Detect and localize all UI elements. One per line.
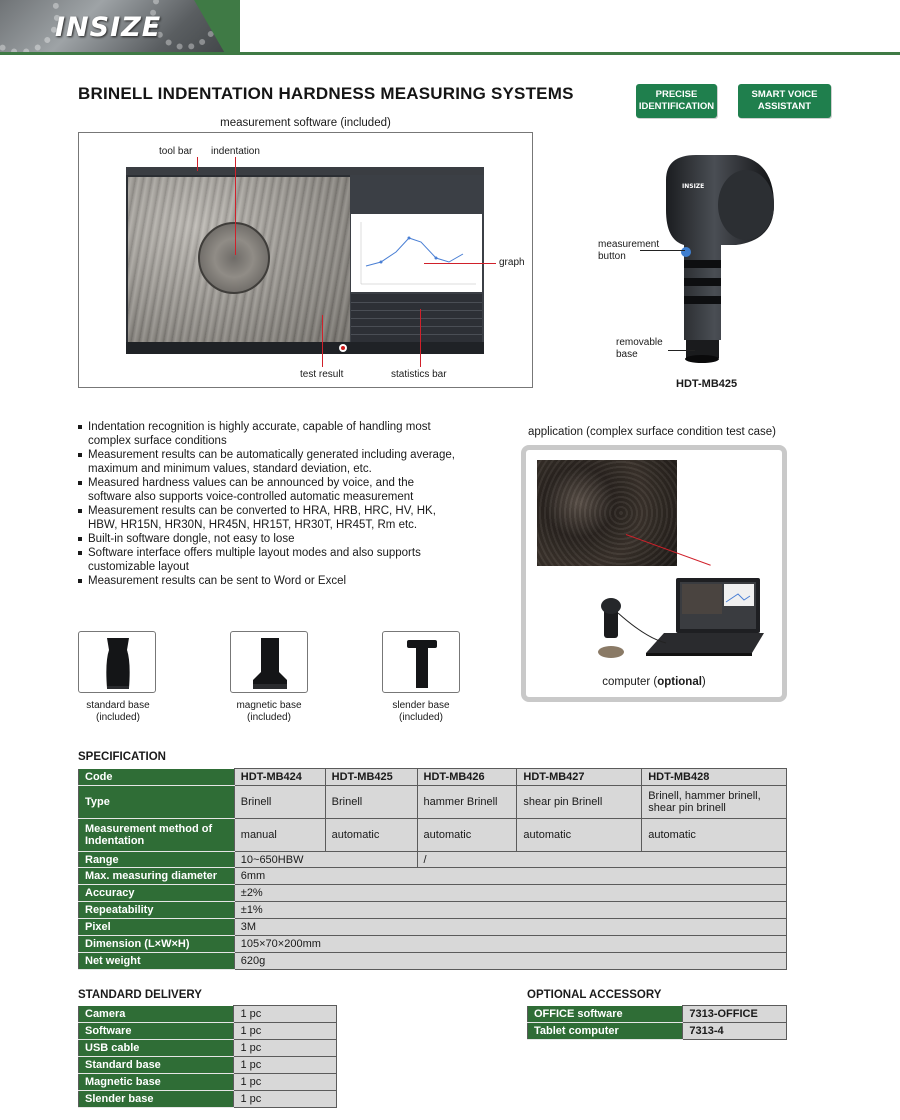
spec-value: Brinell, hammer brinell, shear pin brinell: [642, 786, 787, 819]
software-screenshot: [126, 167, 484, 354]
magnetic-base-image: [230, 631, 308, 693]
delivery-item: Camera: [79, 1006, 234, 1023]
slender-base-image: [382, 631, 460, 693]
standard-base-caption: [63, 700, 173, 724]
spec-key: Repeatability: [79, 902, 235, 919]
device-model: HDT-MB425: [676, 378, 738, 390]
delivery-item: Standard base: [79, 1057, 234, 1074]
application-caption: application (complex surface condition test case): [528, 426, 777, 438]
software-caption: measurement software (included): [220, 117, 391, 129]
optional-accessory-table: [527, 1005, 787, 1040]
feature-item: Measurement results can be sent to Word or Excel: [78, 574, 458, 588]
delivery-item: Magnetic base: [79, 1074, 234, 1091]
badge-line: PRECISE: [655, 89, 698, 100]
base-note: (included): [399, 712, 443, 723]
pointer-statistics-bar: [420, 309, 421, 367]
application-figure: [521, 445, 787, 702]
base-name: slender base: [392, 700, 450, 711]
header-band: [0, 0, 900, 56]
spec-value: /: [417, 852, 786, 868]
table-row: [528, 1006, 787, 1023]
delivery-qty: 1 pc: [234, 1057, 337, 1074]
spec-key: Max. measuring diameter: [79, 868, 235, 885]
spec-code: HDT-MB425: [325, 769, 417, 786]
svg-text:INSIZE: INSIZE: [682, 183, 705, 190]
specification-table: [78, 768, 787, 970]
table-row: [351, 302, 482, 303]
table-row: [79, 902, 787, 919]
standard-delivery-table: [78, 1005, 337, 1108]
software-figure: [78, 132, 533, 388]
table-row: [79, 852, 787, 868]
complex-surface-photo: [537, 460, 677, 566]
feature-item: Measurement results can be automatically generated including average, maximum and minimum values, standard deviation, etc.: [78, 448, 458, 476]
device-hdt-mb425-image: [656, 150, 780, 365]
base-name: standard base: [86, 700, 150, 711]
pointer-graph: [424, 263, 496, 264]
spec-value: ±2%: [234, 885, 786, 902]
spec-value: hammer Brinell: [417, 786, 517, 819]
delivery-qty: 1 pc: [234, 1040, 337, 1057]
table-row: [79, 1040, 337, 1057]
table-row: [79, 919, 787, 936]
table-row: [79, 936, 787, 953]
label-statistics-bar: statistics bar: [391, 369, 447, 380]
spec-code: HDT-MB424: [234, 769, 325, 786]
spec-value: 105×70×200mm: [234, 936, 786, 953]
spec-code: HDT-MB427: [517, 769, 642, 786]
label-measurement-button: measurement button: [598, 239, 660, 262]
pointer-tool-bar: [197, 157, 198, 171]
spec-value: 620g: [234, 953, 786, 970]
spec-key: Measurement method of Indentation: [79, 819, 235, 852]
record-button-icon: [338, 343, 348, 353]
feature-item: Software interface offers multiple layout modes and also supports customizable layout: [78, 546, 458, 574]
standard-base-icon: [79, 632, 157, 694]
base-note: (included): [247, 712, 291, 723]
pointer-test-result: [322, 315, 323, 367]
slender-base-icon: [383, 632, 461, 694]
spec-value: automatic: [642, 819, 787, 852]
feature-list: [78, 420, 458, 588]
spec-value: Brinell: [234, 786, 325, 819]
gear-decoration: [0, 0, 60, 55]
table-row: [351, 310, 482, 311]
table-row: [79, 769, 787, 786]
table-row: [79, 1057, 337, 1074]
spec-value: ±1%: [234, 902, 786, 919]
spec-key: Range: [79, 852, 235, 868]
graph-line-icon: [351, 214, 482, 292]
spec-key: Type: [79, 786, 235, 819]
accessory-code: 7313-OFFICE: [683, 1006, 787, 1023]
metal-surface-image: [128, 177, 350, 342]
optional-accessory-title: OPTIONAL ACCESSORY: [527, 989, 662, 1001]
spec-value: automatic: [417, 819, 517, 852]
accessory-name: OFFICE software: [528, 1006, 683, 1023]
spec-key: Pixel: [79, 919, 235, 936]
badge-line: ASSISTANT: [757, 101, 812, 112]
label-removable-base: removable base: [616, 337, 663, 360]
table-row: [79, 1023, 337, 1040]
base-name: magnetic base: [236, 700, 302, 711]
spec-value: Brinell: [325, 786, 417, 819]
feature-item: Measured hardness values can be announced by voice, and the software also supports voice-controlled automatic measurement: [78, 476, 458, 504]
table-row: [351, 326, 482, 327]
table-row: [528, 1023, 787, 1040]
header-logo-area: [0, 0, 240, 55]
computer-label: computer (: [602, 676, 658, 688]
label-indentation: indentation: [211, 146, 260, 157]
page-title: BRINELL INDENTATION HARDNESS MEASURING SYSTEMS: [78, 84, 574, 103]
label-test-result: test result: [300, 369, 344, 380]
spec-value: 10~650HBW: [234, 852, 417, 868]
delivery-item: Software: [79, 1023, 234, 1040]
table-row: [79, 819, 787, 852]
statistics-table: [351, 294, 482, 342]
feature-item: Built-in software dongle, not easy to lose: [78, 532, 458, 546]
spec-key: Code: [79, 769, 235, 786]
feature-item: Measurement results can be converted to HRA, HRB, HRC, HV, HK, HBW, HR15N, HR30N, HR45N, HR15T, HR30T, HR45T, Rm etc.: [78, 504, 458, 532]
table-row: [79, 1091, 337, 1108]
optional-label: optional: [657, 676, 702, 688]
standard-delivery-title: STANDARD DELIVERY: [78, 989, 202, 1001]
software-graph: [351, 214, 482, 292]
delivery-item: USB cable: [79, 1040, 234, 1057]
delivery-qty: 1 pc: [234, 1023, 337, 1040]
table-row: [79, 786, 787, 819]
delivery-qty: 1 pc: [234, 1074, 337, 1091]
table-row: [79, 1006, 337, 1023]
computer-label-close: ): [701, 676, 706, 688]
spec-value: 3M: [234, 919, 786, 936]
software-status-bar: [126, 342, 484, 354]
table-row: [351, 318, 482, 319]
delivery-qty: 1 pc: [234, 1006, 337, 1023]
table-row: [79, 885, 787, 902]
delivery-qty: 1 pc: [234, 1091, 337, 1108]
badge-line: SMART VOICE: [751, 89, 818, 100]
feature-item: Indentation recognition is highly accurate, capable of handling most complex surface conditions: [78, 420, 458, 448]
accessory-name: Tablet computer: [528, 1023, 683, 1040]
spec-value: automatic: [517, 819, 642, 852]
base-note: (included): [96, 712, 140, 723]
software-toolbar: [126, 167, 484, 175]
spec-key: Net weight: [79, 953, 235, 970]
magnetic-base-caption: [214, 700, 324, 724]
badge-line: IDENTIFICATION: [638, 101, 715, 112]
table-row: [79, 1074, 337, 1091]
header-rule: [0, 52, 900, 55]
spec-value: 6mm: [234, 868, 786, 885]
spec-value: manual: [234, 819, 325, 852]
indentation-mark: [198, 222, 270, 294]
label-graph: graph: [499, 257, 525, 268]
pointer-indentation: [235, 157, 236, 255]
slender-base-caption: [366, 700, 476, 724]
brand-logo: INSIZE: [55, 12, 162, 43]
computer-optional-caption: [526, 676, 782, 688]
spec-value: automatic: [325, 819, 417, 852]
laptop-setup-image: [596, 568, 776, 668]
delivery-item: Slender base: [79, 1091, 234, 1108]
table-row: [351, 334, 482, 335]
accessory-code: 7313-4: [683, 1023, 787, 1040]
spec-value: shear pin Brinell: [517, 786, 642, 819]
spec-code: HDT-MB428: [642, 769, 787, 786]
pointer-removable-base: [668, 350, 695, 351]
magnetic-base-icon: [231, 632, 309, 694]
spec-key: Accuracy: [79, 885, 235, 902]
specification-title: SPECIFICATION: [78, 751, 166, 763]
spec-code: HDT-MB426: [417, 769, 517, 786]
label-tool-bar: tool bar: [159, 146, 193, 157]
badge-precise-identification: [636, 84, 717, 118]
standard-base-image: [78, 631, 156, 693]
table-row: [79, 868, 787, 885]
spec-key: Dimension (L×W×H): [79, 936, 235, 953]
table-row: [79, 953, 787, 970]
badge-smart-voice-assistant: [738, 84, 831, 118]
